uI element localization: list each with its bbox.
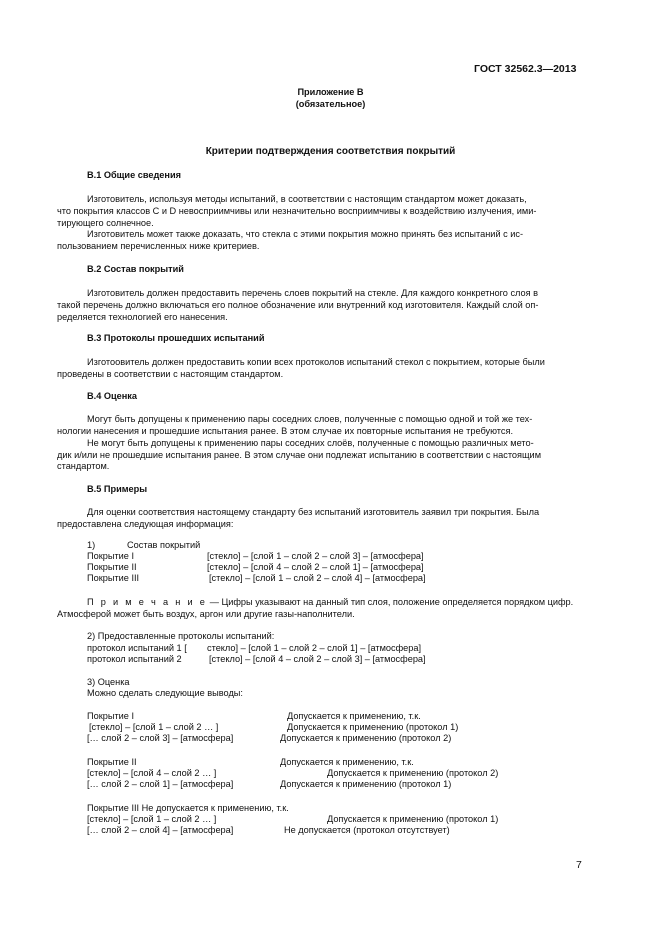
paragraph-line: Для оценки соответствия настоящему стандарту без испытаний изготовитель заявил три покрытия. Была — [87, 507, 540, 517]
paragraph-line: предоставлена следующая информация: — [57, 519, 234, 529]
eval-result: Допускается к применению (протокол 1) — [287, 722, 459, 732]
paragraph-line: тирующего солнечное. — [57, 218, 154, 228]
eval-result: Допускается к применению (протокол 1) — [280, 779, 452, 789]
paragraph-line: Изготовитель, используя методы испытаний, в соответствии с настоящим стандартом может доказать, — [87, 194, 527, 204]
paragraph-line: Изготоовитель должен предоставить копии всех протоколов испытаний стекол с покрытием, которые были — [87, 357, 545, 367]
paragraph-line: Изготовитель может также доказать, что стекла с этими покрытия можно принять без испытаний с ис- — [87, 229, 524, 239]
paragraph-line: пользованием перечисленных ниже критериев. — [57, 241, 260, 251]
section-heading-b3: В.3 Протоколы прошедших испытаний — [87, 333, 265, 343]
paragraph-line: проведены в соответствии с настоящим стандартом. — [57, 369, 284, 379]
paragraph-line: дик и/или не прошедшие испытания ранее. В этом случае они подлежат испытанию в соответствии с настоящим — [57, 450, 542, 460]
coating-formula: [стекло] – [слой 1 – слой 2 – слой 3] – [атмосфера] — [207, 551, 424, 561]
paragraph-line: что покрытия классов С и D невосприимчивы или незначительно восприимчивы к воздействию излучения, ими- — [57, 206, 537, 216]
note-label: П р и м е ч а н и е — [87, 597, 208, 607]
coating-formula: [стекло] – [слой 1 – слой 2 – слой 4] – [атмосфера] — [209, 573, 426, 583]
paragraph-line: стандартом. — [57, 461, 110, 471]
coating-formula: [стекло] – [слой 4 – слой 2 – слой 1] – [атмосфера] — [207, 562, 424, 572]
protocol-formula: стекло] – [слой 1 – слой 2 – слой 1] – [атмосфера] — [207, 643, 422, 653]
main-title: Критерии подтверждения соответствия покрытий — [205, 146, 456, 157]
eval-layer: [… слой 2 – слой 1] – [атмосфера] — [87, 779, 234, 789]
note-text: — Цифры указывают на данный тип слоя, положение определяется порядком цифр. — [207, 597, 574, 607]
note-line: Атмосферой может быть воздух, аргон или другие газы-наполнители. — [57, 609, 355, 619]
paragraph-line: Изготовитель должен предоставить перечень слоев покрытий на стекле. Для каждого конкретного слоя в — [87, 288, 539, 298]
section-heading-b1: В.1 Общие сведения — [87, 170, 181, 180]
list-title: 2) Предоставленные протоколы испытаний: — [87, 631, 275, 641]
protocol-name: протокол испытаний 2 — [87, 654, 182, 664]
paragraph-line: ределяется технологией его нанесения. — [57, 312, 228, 322]
paragraph-line: Могут быть допущены к применению пары соседних слоев, полученные с помощью одной и той же тех- — [87, 414, 533, 424]
page-number: 7 — [576, 859, 582, 871]
appendix-title: Приложение В — [297, 87, 364, 97]
list-title: 3) Оценка — [87, 677, 130, 687]
eval-layer: [стекло] – [слой 1 – слой 2 … ] — [87, 814, 217, 824]
paragraph-line: Не могут быть допущены к применению пары соседних слоёв, полученные с помощью различных мето- — [87, 438, 534, 448]
eval-layer: [стекло] – [слой 1 – слой 2 … ] — [89, 722, 219, 732]
list-number: 1) — [87, 540, 96, 550]
protocol-name: протокол испытаний 1 [ — [87, 643, 187, 653]
eval-result: Допускается к применению (протокол 1) — [327, 814, 499, 824]
coating-name: Покрытие II — [87, 562, 137, 572]
eval-result: Допускается к применению (протокол 2) — [280, 733, 452, 743]
eval-result: Допускается к применению, т.к. — [287, 711, 421, 721]
eval-result: Допускается к применению, т.к. — [280, 757, 414, 767]
paragraph-line: нологии нанесения и прошедшие испытания ранее. В этом случае их повторные испытания не требуются. — [57, 426, 514, 436]
paragraph-line: такой перечень должно включаться его полное обозначение или внутренний код изготовителя. Каждый слой оп- — [57, 300, 539, 310]
note — [87, 597, 573, 607]
eval-coating-title: Покрытие III Не допускается к применению, т.к. — [87, 803, 289, 813]
section-heading-b4: В.4 Оценка — [87, 391, 138, 401]
eval-result: Допускается к применению (протокол 2) — [327, 768, 499, 778]
eval-layer: [… слой 2 – слой 3] – [атмосфера] — [87, 733, 234, 743]
eval-layer: [стекло] – [слой 4 – слой 2 … ] — [87, 768, 217, 778]
eval-coating-title: Покрытие I — [87, 711, 135, 721]
coating-name: Покрытие I — [87, 551, 135, 561]
coating-name: Покрытие III — [87, 573, 140, 583]
document-code: ГОСТ 32562.3—2013 — [474, 63, 577, 75]
eval-result: Не допускается (протокол отсутствует) — [284, 825, 450, 835]
eval-coating-title: Покрытие II — [87, 757, 137, 767]
list-subtitle: Можно сделать следующие выводы: — [87, 688, 243, 698]
section-heading-b2: В.2 Состав покрытий — [87, 264, 184, 274]
appendix-subtitle: (обязательное) — [295, 99, 366, 109]
eval-layer: [… слой 2 – слой 4] – [атмосфера] — [87, 825, 234, 835]
list-title: Состав покрытий — [127, 540, 201, 550]
section-heading-b5: В.5 Примеры — [87, 484, 148, 494]
protocol-formula: [стекло] – [слой 4 – слой 2 – слой 3] – [атмосфера] — [209, 654, 426, 664]
